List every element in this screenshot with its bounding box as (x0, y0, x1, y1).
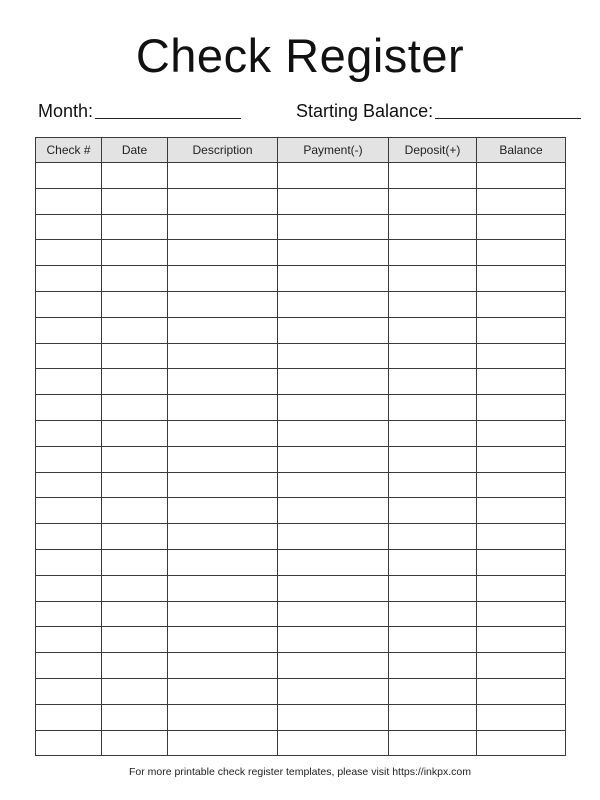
table-row (36, 291, 566, 317)
table-cell (102, 601, 168, 627)
table-cell (389, 266, 477, 292)
table-cell (36, 369, 102, 395)
table-cell (102, 704, 168, 730)
table-cell (278, 730, 389, 756)
table-cell (278, 472, 389, 498)
column-header-description: Description (168, 138, 278, 163)
table-cell (389, 678, 477, 704)
table-cell (168, 704, 278, 730)
starting-balance-field (296, 98, 581, 124)
table-cell (278, 575, 389, 601)
table-cell (168, 317, 278, 343)
table-cell (389, 653, 477, 679)
register-table (35, 137, 566, 756)
table-cell (168, 343, 278, 369)
register-body (36, 163, 566, 756)
table-row (36, 678, 566, 704)
table-cell (102, 240, 168, 266)
table-cell (168, 678, 278, 704)
month-label: Month: (38, 101, 94, 121)
table-cell (389, 524, 477, 550)
table-cell (102, 291, 168, 317)
header-row (36, 138, 566, 163)
table-cell (36, 524, 102, 550)
table-cell (477, 678, 566, 704)
table-row (36, 317, 566, 343)
table-row (36, 188, 566, 214)
table-cell (389, 317, 477, 343)
table-cell (102, 498, 168, 524)
table-cell (168, 446, 278, 472)
table-cell (102, 163, 168, 189)
table-cell (102, 575, 168, 601)
table-cell (36, 498, 102, 524)
table-cell (389, 575, 477, 601)
month-field (38, 98, 241, 124)
table-cell (36, 317, 102, 343)
table-cell (278, 317, 389, 343)
table-cell (389, 730, 477, 756)
table-row (36, 601, 566, 627)
page-title: Check Register (135, 29, 465, 82)
table-cell (102, 266, 168, 292)
table-cell (389, 549, 477, 575)
table-cell (36, 653, 102, 679)
table-cell (278, 524, 389, 550)
table-cell (168, 524, 278, 550)
table-cell (477, 240, 566, 266)
table-row (36, 163, 566, 189)
table-row (36, 704, 566, 730)
table-cell (278, 395, 389, 421)
table-cell (36, 395, 102, 421)
table-row (36, 395, 566, 421)
table-cell (278, 291, 389, 317)
table-cell (278, 163, 389, 189)
table-cell (389, 188, 477, 214)
table-cell (278, 549, 389, 575)
table-cell (168, 472, 278, 498)
table-cell (477, 395, 566, 421)
table-cell (278, 498, 389, 524)
table-row (36, 627, 566, 653)
table-cell (278, 343, 389, 369)
table-cell (389, 601, 477, 627)
table-cell (389, 163, 477, 189)
table-cell (36, 549, 102, 575)
table-cell (168, 240, 278, 266)
table-row (36, 343, 566, 369)
table-cell (36, 730, 102, 756)
table-cell (102, 369, 168, 395)
table-cell (102, 446, 168, 472)
table-cell (278, 188, 389, 214)
table-cell (389, 291, 477, 317)
table-cell (168, 369, 278, 395)
table-cell (389, 369, 477, 395)
table-cell (477, 601, 566, 627)
table-cell (36, 704, 102, 730)
table-cell (477, 317, 566, 343)
table-cell (278, 601, 389, 627)
column-header-check-number: Check # (36, 138, 102, 163)
table-cell (477, 524, 566, 550)
table-cell (102, 420, 168, 446)
table-row (36, 420, 566, 446)
table-row (36, 498, 566, 524)
table-cell (389, 420, 477, 446)
table-cell (477, 214, 566, 240)
table-cell (389, 240, 477, 266)
table-cell (102, 214, 168, 240)
table-cell (477, 163, 566, 189)
table-cell (477, 369, 566, 395)
table-cell (168, 163, 278, 189)
starting-balance-label: Starting Balance: (296, 101, 434, 121)
table-cell (102, 472, 168, 498)
table-row (36, 575, 566, 601)
table-cell (36, 188, 102, 214)
table-cell (102, 524, 168, 550)
table-cell (278, 653, 389, 679)
starting-balance-blank-line (435, 98, 581, 119)
table-cell (102, 730, 168, 756)
table-cell (102, 395, 168, 421)
month-blank-line (95, 98, 241, 119)
table-cell (389, 395, 477, 421)
table-cell (168, 730, 278, 756)
table-cell (278, 369, 389, 395)
table-cell (477, 704, 566, 730)
table-cell (36, 214, 102, 240)
table-row (36, 730, 566, 756)
table-cell (102, 317, 168, 343)
table-cell (389, 627, 477, 653)
footer-note: For more printable check register templates, please visit https://inkpx.com (129, 766, 471, 778)
column-header-date: Date (102, 138, 168, 163)
table-cell (389, 704, 477, 730)
table-cell (477, 343, 566, 369)
table-row (36, 240, 566, 266)
table-cell (389, 446, 477, 472)
table-cell (36, 601, 102, 627)
table-cell (477, 627, 566, 653)
table-cell (278, 678, 389, 704)
table-row (36, 369, 566, 395)
table-cell (36, 420, 102, 446)
table-cell (36, 266, 102, 292)
table-cell (477, 575, 566, 601)
table-cell (477, 498, 566, 524)
table-cell (36, 678, 102, 704)
table-cell (477, 291, 566, 317)
table-cell (168, 395, 278, 421)
column-header-balance: Balance (477, 138, 566, 163)
table-cell (168, 549, 278, 575)
table-row (36, 549, 566, 575)
table-cell (36, 240, 102, 266)
table-cell (102, 343, 168, 369)
table-cell (278, 627, 389, 653)
table-cell (36, 446, 102, 472)
table-cell (36, 291, 102, 317)
table-cell (36, 575, 102, 601)
table-cell (168, 420, 278, 446)
table-cell (102, 653, 168, 679)
table-cell (36, 472, 102, 498)
table-row (36, 653, 566, 679)
table-cell (278, 214, 389, 240)
table-cell (389, 472, 477, 498)
column-header-payment: Payment(-) (278, 138, 389, 163)
table-cell (102, 188, 168, 214)
table-cell (477, 549, 566, 575)
table-cell (168, 291, 278, 317)
table-cell (36, 163, 102, 189)
table-cell (168, 627, 278, 653)
table-cell (278, 446, 389, 472)
table-row (36, 524, 566, 550)
table-cell (168, 575, 278, 601)
table-cell (102, 549, 168, 575)
table-cell (477, 420, 566, 446)
table-cell (36, 627, 102, 653)
table-cell (102, 678, 168, 704)
table-row (36, 266, 566, 292)
table-cell (278, 420, 389, 446)
table-cell (477, 446, 566, 472)
table-cell (168, 498, 278, 524)
table-cell (477, 472, 566, 498)
table-cell (168, 188, 278, 214)
table-cell (477, 266, 566, 292)
table-cell (278, 704, 389, 730)
table-cell (168, 266, 278, 292)
table-cell (389, 343, 477, 369)
table-cell (168, 214, 278, 240)
table-cell (389, 498, 477, 524)
table-cell (168, 601, 278, 627)
table-cell (477, 730, 566, 756)
table-cell (477, 653, 566, 679)
table-cell (36, 343, 102, 369)
table-cell (389, 214, 477, 240)
table-cell (278, 266, 389, 292)
table-cell (102, 627, 168, 653)
table-cell (477, 188, 566, 214)
table-cell (168, 653, 278, 679)
column-header-deposit: Deposit(+) (389, 138, 477, 163)
table-row (36, 214, 566, 240)
table-row (36, 472, 566, 498)
table-cell (278, 240, 389, 266)
table-row (36, 446, 566, 472)
